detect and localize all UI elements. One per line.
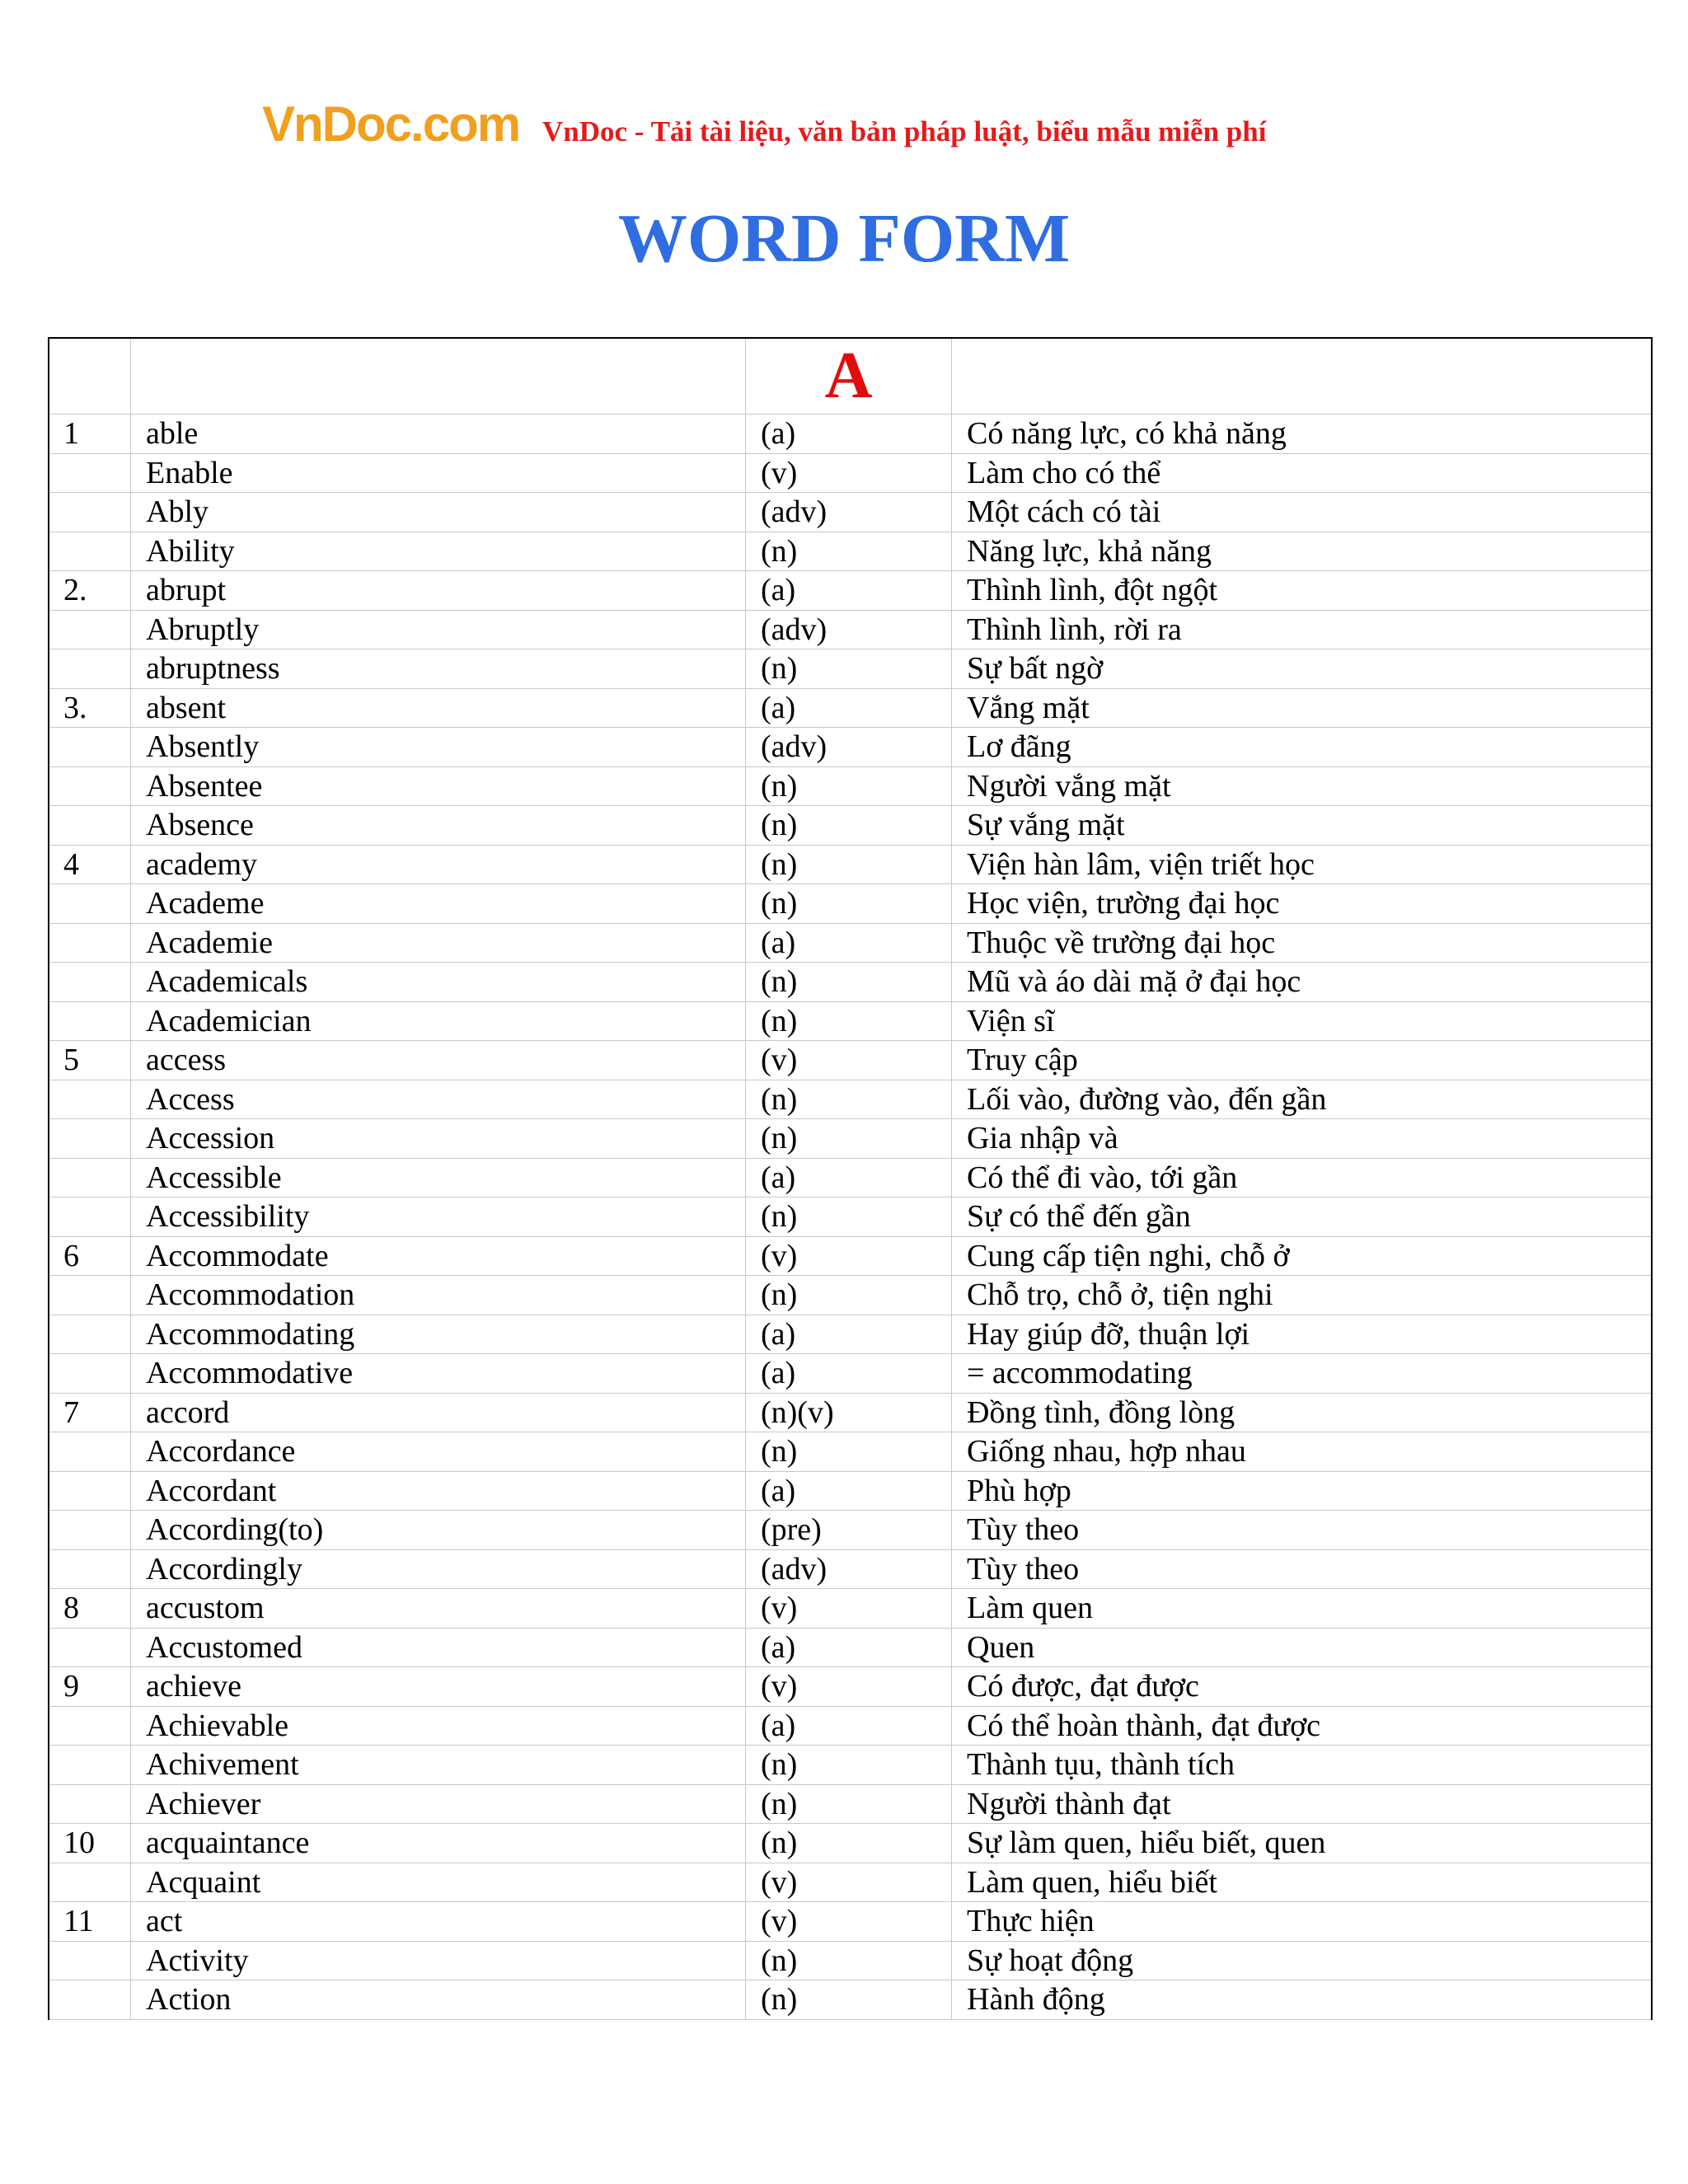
table-row [49,1863,1652,1902]
entry-number [49,1549,131,1589]
table-row [49,1236,1652,1276]
word-cell: abrupt [131,571,746,611]
table-row [49,415,1652,454]
logo-vn-text: VnDoc [262,96,411,152]
meaning-cell: Năng lực, khả năng [952,532,1652,571]
part-of-speech-cell: (v) [746,1863,952,1902]
word-cell: Accommodative [131,1354,746,1394]
word-cell: academy [131,845,746,884]
meaning-cell: Phù hợp [952,1471,1652,1511]
part-of-speech-cell: (v) [746,1902,952,1942]
meaning-cell: Lối vào, đường vào, đến gần [952,1080,1652,1119]
part-of-speech-cell: (n) [746,766,952,806]
part-of-speech-cell: (a) [746,1354,952,1394]
meaning-cell: Lơ đãng [952,728,1652,767]
part-of-speech-cell: (a) [746,1706,952,1746]
entry-number [49,923,131,963]
entry-number [49,532,131,571]
part-of-speech-cell: (v) [746,1589,952,1629]
entry-number [49,493,131,532]
part-of-speech-cell: (n) [746,1276,952,1315]
meaning-cell: Có thể hoàn thành, đạt được [952,1706,1652,1746]
word-cell: Academicals [131,963,746,1002]
meaning-cell: Hay giúp đỡ, thuận lợi [952,1315,1652,1354]
table-row [49,493,1652,532]
table-row [49,1197,1652,1237]
part-of-speech-cell: (a) [746,1315,952,1354]
word-cell: Accommodating [131,1315,746,1354]
meaning-cell: Thành tụu, thành tích [952,1746,1652,1785]
meaning-cell: Thực hiện [952,1902,1652,1942]
part-of-speech-cell: (v) [746,453,952,493]
part-of-speech-cell: (adv) [746,728,952,767]
meaning-cell: Làm quen, hiểu biết [952,1863,1652,1902]
word-cell: Acquaint [131,1863,746,1902]
part-of-speech-cell: (a) [746,1158,952,1197]
entry-number [49,1980,131,2020]
meaning-cell: Một cách có tài [952,493,1652,532]
entry-number [49,1863,131,1902]
table-row [49,923,1652,963]
entry-number [49,806,131,846]
word-cell: Accessibility [131,1197,746,1237]
header-tagline: VnDoc - Tải tài liệu, văn bản pháp luật, biểu mẫu miễn phí [542,115,1267,148]
meaning-cell: Làm quen [952,1589,1652,1629]
entry-number [49,1511,131,1550]
word-cell: Accustomed [131,1628,746,1667]
entry-number: 6 [49,1236,131,1276]
word-form-table [48,337,1652,2020]
entry-number [49,728,131,767]
word-cell: Ably [131,493,746,532]
part-of-speech-cell: (n) [746,1980,952,2020]
entry-number: 7 [49,1393,131,1432]
entry-number [49,766,131,806]
part-of-speech-cell: (n) [746,1001,952,1041]
meaning-cell: Sự làm quen, hiểu biết, quen [952,1824,1652,1863]
meaning-cell: Mũ và áo dài mặ ở đại học [952,963,1652,1002]
meaning-cell: Sự hoạt động [952,1941,1652,1980]
part-of-speech-cell: (adv) [746,493,952,532]
entry-number: 2. [49,571,131,611]
section-letter: A [746,338,952,415]
entry-number: 10 [49,1824,131,1863]
part-of-speech-cell: (n) [746,1824,952,1863]
entry-number [49,1315,131,1354]
meaning-cell: Học viện, trường đại học [952,884,1652,924]
part-of-speech-cell: (a) [746,415,952,454]
meaning-cell: Đồng tình, đồng lòng [952,1393,1652,1432]
entry-number: 9 [49,1667,131,1707]
part-of-speech-cell: (n) [746,1784,952,1824]
part-of-speech-cell: (v) [746,1667,952,1707]
meaning-cell: Thình lình, rời ra [952,610,1652,649]
meaning-cell: Thuộc về trường đại học [952,923,1652,963]
table-row [49,1667,1652,1707]
table-row [49,1628,1652,1667]
table-row [49,1549,1652,1589]
entry-number [49,1706,131,1746]
entry-number [49,1158,131,1197]
table-row [49,1589,1652,1629]
meaning-cell: Sự vắng mặt [952,806,1652,846]
table-row [49,453,1652,493]
table-row [49,1706,1652,1746]
part-of-speech-cell: (n) [746,884,952,924]
part-of-speech-cell: (adv) [746,1549,952,1589]
word-cell: Academie [131,923,746,963]
table-row [49,845,1652,884]
entry-number [49,884,131,924]
word-cell: Accommodation [131,1276,746,1315]
meaning-cell: Tùy theo [952,1511,1652,1550]
table-row [49,1746,1652,1785]
part-of-speech-cell: (a) [746,1628,952,1667]
table-row [49,1471,1652,1511]
part-of-speech-cell: (n) [746,1119,952,1159]
part-of-speech-cell: (v) [746,1041,952,1080]
meaning-cell: Vắng mặt [952,688,1652,728]
entry-number: 4 [49,845,131,884]
table-row [49,1276,1652,1315]
word-cell: Abruptly [131,610,746,649]
part-of-speech-cell: (a) [746,688,952,728]
entry-number [49,1001,131,1041]
entry-number [49,1080,131,1119]
meaning-cell: Làm cho có thể [952,453,1652,493]
table-row [49,766,1652,806]
word-cell: abruptness [131,649,746,689]
meaning-cell: Thình lình, đột ngột [952,571,1652,611]
table-row [49,884,1652,924]
table-row [49,1511,1652,1550]
table-row [49,1080,1652,1119]
word-cell: accustom [131,1589,746,1629]
entry-number [49,1119,131,1159]
part-of-speech-cell: (n) [746,1080,952,1119]
meaning-cell: Giống nhau, hợp nhau [952,1432,1652,1472]
part-of-speech-cell: (n) [746,845,952,884]
table-row [49,1354,1652,1394]
entry-number: 1 [49,415,131,454]
entry-number [49,610,131,649]
part-of-speech-cell: (n) [746,1746,952,1785]
entry-number: 8 [49,1589,131,1629]
page-header [262,97,1581,155]
meaning-cell: Có được, đạt được [952,1667,1652,1707]
entry-number [49,1746,131,1785]
part-of-speech-cell: (n) [746,963,952,1002]
part-of-speech-cell: (n) [746,532,952,571]
word-cell: able [131,415,746,454]
meaning-cell: Người vắng mặt [952,766,1652,806]
part-of-speech-cell: (n) [746,1941,952,1980]
word-cell: Accordant [131,1471,746,1511]
meaning-cell: Người thành đạt [952,1784,1652,1824]
entry-number [49,1197,131,1237]
table-row [49,1902,1652,1942]
entry-number: 11 [49,1902,131,1942]
meaning-cell: Cung cấp tiện nghi, chỗ ở [952,1236,1652,1276]
meaning-cell: Gia nhập và [952,1119,1652,1159]
table-row [49,571,1652,611]
word-cell: Absence [131,806,746,846]
word-cell: acquaintance [131,1824,746,1863]
part-of-speech-cell: (n) [746,806,952,846]
meaning-cell: Có năng lực, có khả năng [952,415,1652,454]
part-of-speech-cell: (n) [746,1197,952,1237]
meaning-cell: Tùy theo [952,1549,1652,1589]
part-of-speech-cell: (adv) [746,610,952,649]
table-row [49,1784,1652,1824]
table-row [49,1941,1652,1980]
table-row [49,1980,1652,2020]
empty-cell [952,338,1652,415]
word-cell: Access [131,1080,746,1119]
word-cell: Accommodate [131,1236,746,1276]
table-row [49,1315,1652,1354]
meaning-cell: Quen [952,1628,1652,1667]
entry-number [49,1276,131,1315]
word-cell: Academician [131,1001,746,1041]
word-cell: Action [131,1980,746,2020]
entry-number [49,1354,131,1394]
word-cell: Accession [131,1119,746,1159]
empty-cell [131,338,746,415]
entry-number [49,963,131,1002]
empty-cell [49,338,131,415]
meaning-cell: Viện hàn lâm, viện triết học [952,845,1652,884]
word-cell: Enable [131,453,746,493]
word-cell: According(to) [131,1511,746,1550]
part-of-speech-cell: (n) [746,1432,952,1472]
table-row [49,649,1652,689]
word-cell: Achievable [131,1706,746,1746]
table-row [49,1432,1652,1472]
table-row [49,1158,1652,1197]
word-cell: absent [131,688,746,728]
word-cell: Accessible [131,1158,746,1197]
entry-number [49,1471,131,1511]
entry-number [49,453,131,493]
meaning-cell: Chỗ trọ, chỗ ở, tiện nghi [952,1276,1652,1315]
entry-number [49,649,131,689]
logo-com-text: .com [410,96,520,152]
meaning-cell: Sự bất ngờ [952,649,1652,689]
table-row [49,728,1652,767]
meaning-cell: Sự có thể đến gần [952,1197,1652,1237]
part-of-speech-cell: (a) [746,571,952,611]
meaning-cell: = accommodating [952,1354,1652,1394]
entry-number [49,1628,131,1667]
table-row [49,532,1652,571]
word-cell: Academe [131,884,746,924]
table-row [49,963,1652,1002]
table-row [49,1824,1652,1863]
word-cell: Activity [131,1941,746,1980]
meaning-cell: Có thể đi vào, tới gần [952,1158,1652,1197]
part-of-speech-cell: (a) [746,923,952,963]
vndoc-logo[interactable] [262,97,519,152]
section-header-row [49,338,1652,415]
entry-number [49,1941,131,1980]
entry-number: 5 [49,1041,131,1080]
part-of-speech-cell: (n)(v) [746,1393,952,1432]
table-row [49,688,1652,728]
part-of-speech-cell: (n) [746,649,952,689]
entry-number: 3. [49,688,131,728]
meaning-cell: Truy cập [952,1041,1652,1080]
word-cell: Ability [131,532,746,571]
word-cell: act [131,1902,746,1942]
part-of-speech-cell: (pre) [746,1511,952,1550]
part-of-speech-cell: (v) [746,1236,952,1276]
meaning-cell: Hành động [952,1980,1652,2020]
meaning-cell: Viện sĩ [952,1001,1652,1041]
word-cell: access [131,1041,746,1080]
word-cell: Accordance [131,1432,746,1472]
word-cell: Absentee [131,766,746,806]
table-row [49,1393,1652,1432]
word-cell: Accordingly [131,1549,746,1589]
entry-number [49,1432,131,1472]
table-row [49,806,1652,846]
entry-number [49,1784,131,1824]
word-cell: achieve [131,1667,746,1707]
table-row [49,1041,1652,1080]
word-cell: Absently [131,728,746,767]
table-row [49,1119,1652,1159]
word-cell: Achivement [131,1746,746,1785]
word-cell: accord [131,1393,746,1432]
part-of-speech-cell: (a) [746,1471,952,1511]
table-row [49,1001,1652,1041]
table-row [49,610,1652,649]
page-title: WORD FORM [617,200,1071,277]
word-cell: Achiever [131,1784,746,1824]
